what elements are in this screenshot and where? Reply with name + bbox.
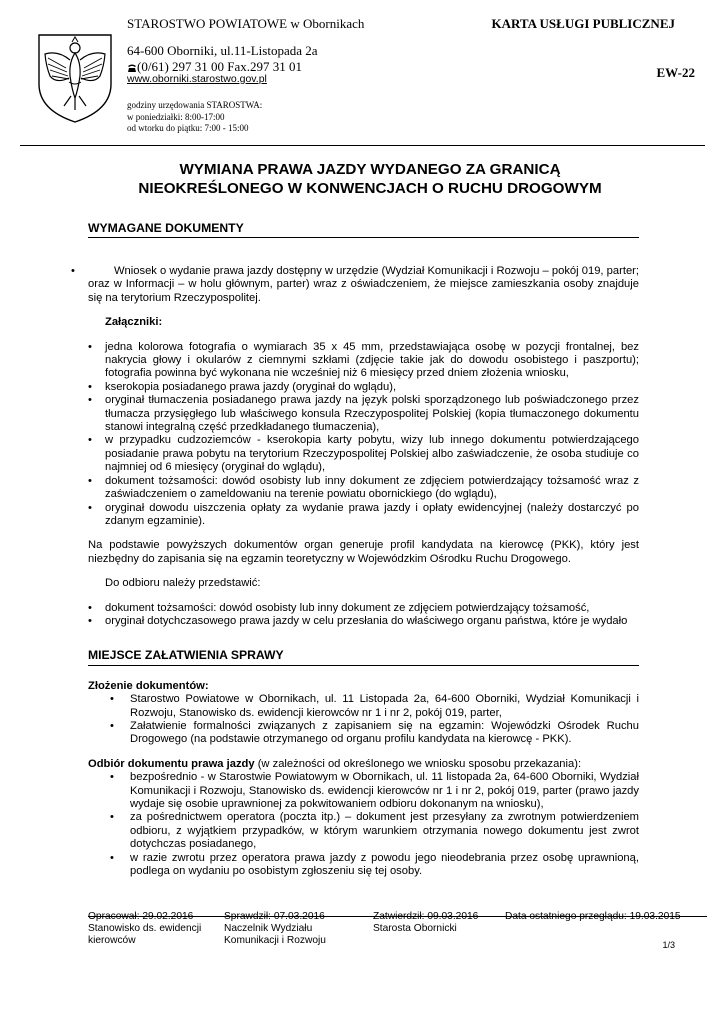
submission-list bbox=[88, 693, 639, 747]
pickup-list bbox=[88, 602, 639, 629]
hours-monday: w poniedziałki: 8:00-17:00 bbox=[127, 111, 225, 122]
website-link[interactable]: www.oborniki.starostwo.gov.pl bbox=[127, 73, 267, 85]
list-item: • w razie zwrotu przez operatora prawa jazdy z powodu jego nieodebrania przez osobę uprawnioną, podlega on wydaniu po osobistym zgłoszeniu się tej osoby. bbox=[110, 851, 639, 878]
list-item: • za pośrednictwem operatora (poczta itp.) – dokument jest przesyłany za zwrotnym potwierdzeniem odbioru, z wyjątkiem przypadków, w którym warunkiem otrzymania nowego dokumentu jest zwrot dotychczas posiadanego, bbox=[110, 811, 639, 851]
bullet-icon: • bbox=[88, 601, 92, 614]
bullet-icon: • bbox=[110, 811, 114, 824]
list-item: • bezpośrednio - w Starostwie Powiatowym w Obornikach, ul. 11 listopada 2a, 64-600 Oborniki, Wydział Komunikacji i Rozwoju, Stanowisko ds. ewidencji kierowców nr 1 i nr 2, pokój 019, parter (prawo jazdy wydaje się osobie uprawnionej za pokwitowaniem odbioru dokonanym na wniosku), bbox=[110, 771, 639, 810]
list-item: • dokument tożsamości: dowód osobisty lub inny dokument ze zdjęciem potwierdzający tożsamość, bbox=[88, 601, 590, 614]
pickup-intro: Do odbioru należy przedstawić: bbox=[105, 577, 261, 590]
bullet-icon: • bbox=[88, 501, 92, 514]
collection-heading: Odbiór dokumentu prawa jazdy (w zależności od określonego we wniosku sposobu przekazania): bbox=[88, 757, 582, 770]
list-item: • Wniosek o wydanie prawa jazdy dostępny w urzędzie (Wydział Komunikacji i Rozwoju – pokój 019, parter; oraz w Informacji – w holu głównym, parter) wraz z oświadczeniem, że miejsce zamieszkania osoby znajduje się na terytorium Rzeczypospolitej. bbox=[71, 265, 639, 304]
hours-tue-fri: od wtorku do piątku: 7:00 - 15:00 bbox=[127, 123, 249, 133]
attachments-list bbox=[88, 341, 639, 529]
hours-title: godziny urzędowania STAROSTWA: bbox=[127, 100, 263, 110]
attachments-label: Załączniki: bbox=[105, 316, 163, 329]
bullet-icon: • bbox=[88, 380, 92, 393]
list-item: • kserokopia posiadanego prawa jazdy (oryginał do wglądu), bbox=[88, 380, 397, 393]
bullet-icon: • bbox=[88, 614, 92, 627]
list-item: • w przypadku cudzoziemców - kserokopia karty pobytu, wizy lub innego dokumentu potwierdzającego posiadanie prawa pobytu na terytorium Rzeczypospolitej Polskiej albo zaświadczenie, że osoba studiuje co najmniej od 6 miesięcy (oryginał do wglądu), bbox=[88, 434, 639, 474]
collection-list bbox=[88, 771, 639, 878]
bullet-icon: • bbox=[71, 265, 75, 277]
office-hours bbox=[127, 100, 262, 135]
list-item: • Załatwienie formalności związanych z zapisaniem się na egzamin: Wojewódzki Ośrodek Ruchu Drogowego (na podstawie otrzymanego od organu profilu kandydata na kierowcę - PKK). bbox=[110, 719, 639, 746]
header-divider bbox=[20, 145, 705, 146]
list-item: • jedna kolorowa fotografia o wymiarach 35 x 45 mm, przedstawiająca osobę w pozycji frontalnej, bez nakrycia głowy i okularów z ciemnymi szkłami (zdjęcie takie jak do dowodu osobistego i paszportu); fotografia powinna być wykonana nie wcześniej niż 6 miesięcy przed dniem złożenia wniosku, bbox=[88, 340, 639, 380]
footer-approved: Zatwierdził: 09.03.2016 Starosta Obornicki bbox=[373, 911, 479, 934]
section-heading-documents: WYMAGANE DOKUMENTY bbox=[88, 222, 639, 238]
footer-prepared: Opracował: 29.02.2016 Stanowisko ds. ewidencji kierowców bbox=[88, 911, 202, 946]
phone-line: (0/61) 297 31 00 Fax.297 31 01 bbox=[127, 59, 318, 75]
list-item: • oryginał tłumaczenia posiadanego prawa jazdy na język polski sporządzonego lub poświadczonego przez tłumacza przysięgłego lub właściwego konsula Rzeczypospolitej Polskiej (kopia tłumaczonego dokumentu stanowi integralną część przedkładanego tłumaczenia), bbox=[88, 394, 639, 434]
page-title: WYMIANA PRAWA JAZDY WYDANEGO ZA GRANICĄ NIEOKREŚLONEGO W KONWENCJACH O RUCHU DROGOWYM bbox=[138, 161, 602, 197]
submission-label: Złożenie dokumentów: bbox=[88, 679, 209, 692]
pkk-paragraph: Na podstawie powyższych dokumentów organ generuje profil kandydata na kierowcę (PKK), który jest niezbędny do zapisania się na egzamin teoretyczny w Wojewódzkim Ośrodku Ruchu Drogowego. bbox=[88, 539, 639, 565]
bullet-icon: • bbox=[110, 719, 114, 732]
bullet-icon: • bbox=[88, 474, 92, 487]
org-name: STAROSTWO POWIATOWE w Obornikach bbox=[127, 16, 365, 31]
list-item: • Starostwo Powiatowe w Obornikach, ul. 11 Listopada 2a, 64-600 Oborniki, Wydział Komunikacji i Rozwoju, Stanowisko ds. ewidencji kierowców nr 1 i nr 2, pokój 019, parter, bbox=[110, 693, 639, 719]
bullet-icon: • bbox=[110, 693, 114, 706]
card-title: KARTA USŁUGI PUBLICZNEJ bbox=[491, 16, 675, 31]
page-number: 1/3 bbox=[662, 940, 675, 950]
footer-checked: Sprawdził: 07.03.2016 Naczelnik Wydziału Komunikacji i Rozwoju bbox=[224, 911, 326, 946]
card-code: EW-22 bbox=[656, 65, 695, 80]
bullet-icon: • bbox=[110, 851, 114, 864]
footer-last-review: Data ostatniego przeglądu: 19.03.2015 bbox=[505, 911, 681, 922]
coat-of-arms-logo bbox=[36, 32, 114, 124]
address-line: 64-600 Oborniki, ul.11-Listopada 2a bbox=[127, 43, 318, 58]
list-item: • dokument tożsamości: dowód osobisty lub inny dokument ze zdjęciem potwierdzający tożsamość wraz z zaświadczeniem o zameldowaniu na terenie powiatu obornickiego (do wglądu), bbox=[88, 474, 639, 501]
bullet-icon: • bbox=[110, 771, 114, 784]
bullet-icon: • bbox=[88, 434, 92, 447]
list-item: • oryginał dotychczasowego prawa jazdy w celu przesłania do właściwego organu państwa, które je wydało bbox=[88, 614, 628, 627]
section-heading-place: MIEJSCE ZAŁATWIENIA SPRAWY bbox=[88, 649, 639, 665]
bullet-icon: • bbox=[88, 394, 92, 407]
list-item: • oryginał dowodu uiszczenia opłaty za wydanie prawa jazdy i opłaty ewidencyjnej (należy dostarczyć po zdanym egzaminie). bbox=[88, 501, 639, 527]
bullet-icon: • bbox=[88, 340, 92, 353]
document-body bbox=[71, 265, 639, 878]
address-block bbox=[127, 43, 318, 75]
phone-icon bbox=[127, 60, 137, 69]
